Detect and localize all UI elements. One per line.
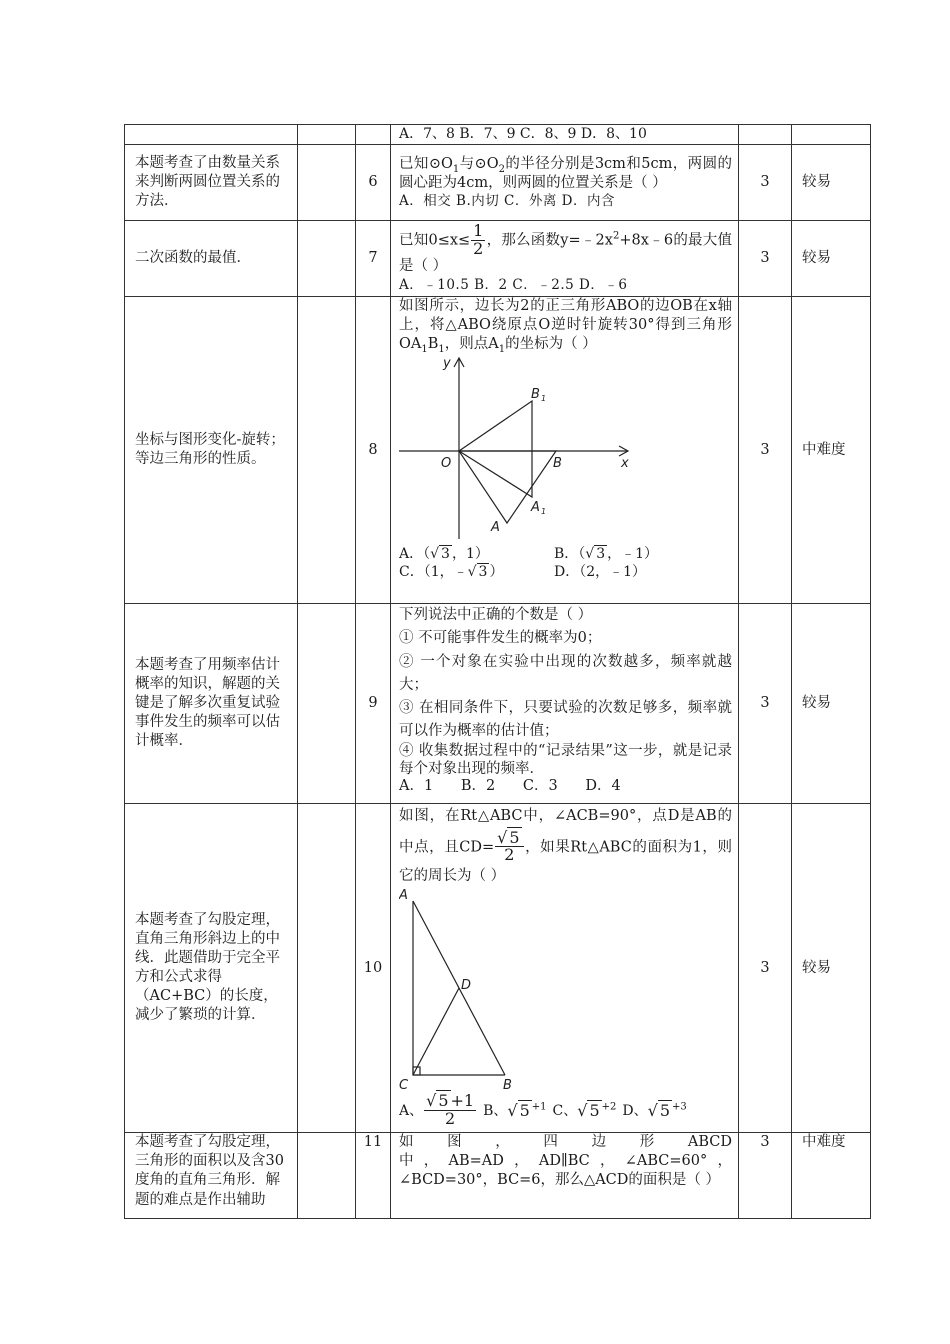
fraction-sqrt5-over-2: $\frac{√ 5}{2}$ [495,830,523,865]
statement-4: ④ 收集数据过程中的“记录结果”这一步，就是记录每个对象出现的频率． [399,743,732,777]
score-cell: 3 [739,1133,792,1219]
statement-1: ① 不可能事件发生的概率为0； [399,630,602,647]
blank-cell [298,125,356,145]
label-b: B [553,455,562,471]
question-content [391,145,739,221]
score-cell: 3 [739,604,792,804]
knowledge-cell: 本题考查了用频率估计概率的知识，解题的关键是了解多次重复试验事件发生的频率可以估计概率． [125,604,298,804]
knowledge-cell: 本题考查了勾股定理，直角三角形斜边上的中线．此题借助于完全平方和公式求得（AC+BC）的长度，减少了繁琐的计算． [125,804,298,1133]
question-number: 11 [356,1133,391,1219]
question-content [391,297,739,604]
question-stem: 中，AB=AD，AD∥BC，∠ABC=60°，∠BCD=30°，BC=6，那么△ACD的面积是（ ） [399,1153,732,1189]
knowledge-cell: 坐标与图形变化-旋转；等边三角形的性质。 [125,297,298,604]
question-stem: 下列说法中正确的个数是（ ） [399,607,593,624]
question-number [356,125,391,145]
label-a1-sub: 1 [541,506,547,516]
blank-cell [298,297,356,604]
table-row [125,1133,871,1219]
rotation-figure [399,355,649,541]
blank-cell [298,1133,356,1219]
question-number: 6 [356,145,391,221]
difficulty-cell: 中难度 [792,297,871,604]
score-cell: 3 [739,221,792,297]
difficulty-cell [792,125,871,145]
table-row [125,145,871,221]
difficulty-cell: 较易 [792,221,871,297]
statement-3: ③ 在相同条件下，只要试验的次数足够多，频率就可以作为概率的估计值； [399,699,732,740]
score-cell: 3 [739,297,792,604]
question-number: 9 [356,604,391,804]
table-row [125,221,871,297]
knowledge-cell: 本题考查了由数量关系来判断两圆位置关系的方法． [125,145,298,221]
blank-cell [298,221,356,297]
question-options [391,125,739,145]
knowledge-cell [125,125,298,145]
table-row [125,604,871,804]
question-options: A．（√ 3 ，1） B．（√ 3 ，﹣1） C．（1，﹣√ 3 ） D．（2，﹣1） [399,545,659,580]
blank-cell [298,145,356,221]
knowledge-cell: 本题考查了勾股定理，三角形的面积以及含30度角的直角三角形．解题的难点是作出辅助 [125,1133,298,1219]
question-stem: 如图，在Rt△ABC中，∠ACB=90°，点D是AB的中点，且CD= $\frac{√ 5}{2}$ ，如果Rt△ABC的面积为1，则它的周长为（ ） [399,808,732,885]
median-cd [413,988,459,1075]
label-a: A [491,519,500,535]
table-row [125,125,871,145]
sqrt-three: √ 3 [467,563,488,580]
blank-cell [298,804,356,1133]
sqrt-three: √ 3 [585,545,606,562]
label-o: O [441,455,452,471]
difficulty-cell: 较易 [792,604,871,804]
question-content [391,221,739,297]
label-a1: A [531,499,540,515]
question-stem: 如图所示，边长为2的正三角形ABO的边OB在x轴上，将△ABO绕原点O逆时针旋转30°得到三角形$OA_1B_1$，则点$A_1$的坐标为（ ） [399,298,732,356]
question-stem: 已知0≤x≤ $\frac{1}{2}$ ，那么函数$y=﹣2x^2+8x﹣6$的最大值是（ ） [399,220,733,275]
label-b1-sub: 1 [541,393,547,403]
score-cell: 3 [739,804,792,1133]
question-options: A．相交 B.内切 C．外离 D．内含 [399,192,615,209]
table-row [125,804,871,1133]
difficulty-cell: 较易 [792,804,871,1133]
label-c: C [399,1078,409,1092]
question-content [391,804,739,1133]
option-a-fraction: $\frac{√ 5 +1}{2}$ [426,1091,475,1129]
option-d: √ 5 $^{+3}$ [647,1101,687,1121]
question-content [391,1133,739,1219]
sqrt-three: √ 3 [430,545,450,562]
right-triangle-figure [399,889,539,1091]
question-content [391,604,739,804]
triangle-oa1b1 [459,401,532,497]
option-c: √ 5 $^{+2}$ [577,1101,617,1121]
question-options: A．1 B．2 C．3 D．4 [399,778,621,795]
options-text: A．7、8 B．7、9 C．8、9 D．8、10 [399,126,647,142]
difficulty-cell: 中难度 [792,1133,871,1219]
label-x: x [621,455,629,471]
fraction-half: $\frac{1}{2}$ [473,220,484,258]
score-cell: 3 [739,145,792,221]
blank-cell [298,604,356,804]
exam-analysis-table [124,124,871,1219]
label-a: A [399,889,408,904]
label-b: B [503,1078,512,1092]
difficulty-cell: 较易 [792,145,871,221]
question-number: 8 [356,297,391,604]
label-d: D [461,978,472,994]
question-options: A．﹣10.5 B．2 C．﹣2.5 D．﹣6 [399,276,628,293]
knowledge-cell: 二次函数的最值． [125,221,298,297]
question-number: 10 [356,804,391,1133]
question-stem: 已知$⊙O_1$与$⊙O_2$的半径分别是3cm和5cm，两圆的圆心距为4cm，则两圆的位置关系是（ ） [399,155,732,191]
question-stem-line: 如 图 ， 四 边 形 ABCD [399,1134,732,1151]
statement-2: ② 一个对象在实验中出现的次数越多，频率就越大； [399,653,732,693]
label-b1: B [531,386,540,402]
table-row [125,297,871,604]
question-number: 7 [356,221,391,297]
label-y: y [443,355,451,371]
question-options: A、 $\frac{√ 5 +1}{2}$ B、 √ 5 $^{+1}$ C、 √ 5 $^{+2}$ D、 √ 5 $^{+3}$ [399,1091,687,1129]
score-cell [739,125,792,145]
option-b: √ 5 $^{+1}$ [507,1101,547,1121]
